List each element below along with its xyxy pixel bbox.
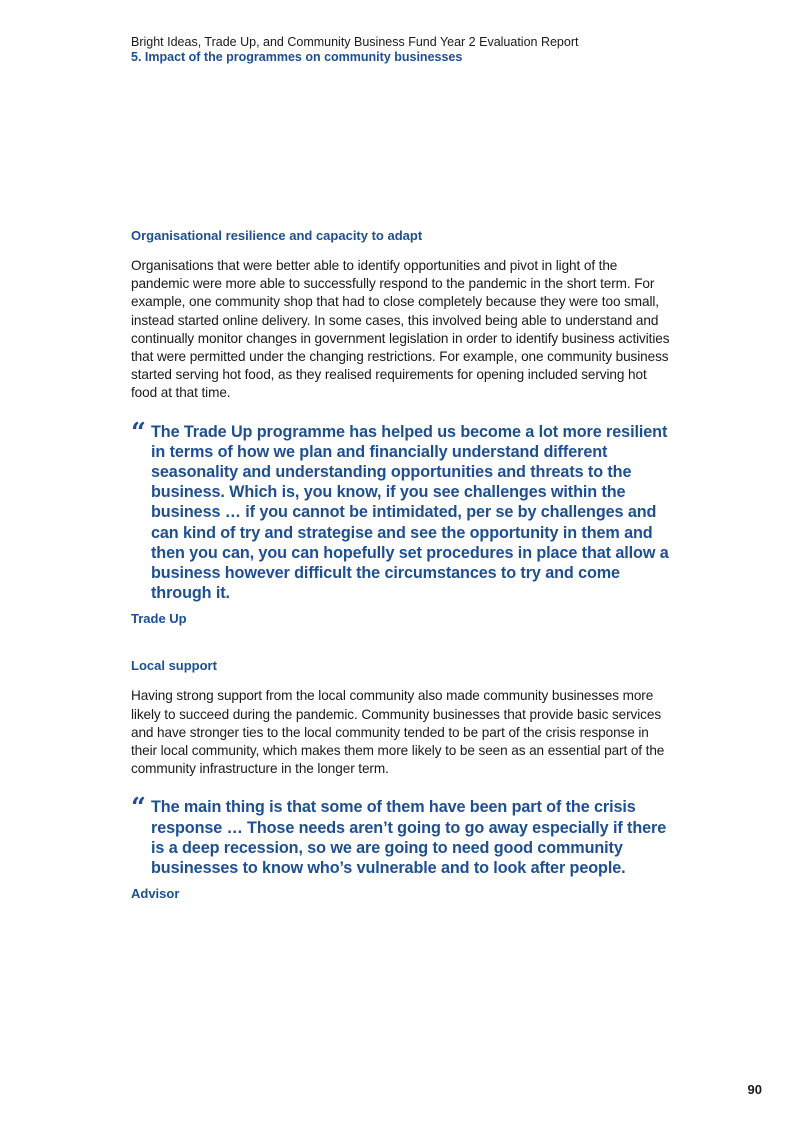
paragraph-local-support: Having strong support from the local community also made community businesses more likely to succeed during the pandemic. Community businesses that provide basic services and have stronger ties to the local community tended to be part of the crisis response in their local community, which makes them more likely to be seen as an essential part of the community infrastructure in the longer term. xyxy=(131,688,665,777)
report-title: Bright Ideas, Trade Up, and Community Business Fund Year 2 Evaluation Report xyxy=(131,35,579,49)
quote-block-advisor xyxy=(131,793,676,878)
main-content xyxy=(131,228,676,902)
quote-block-trade-up xyxy=(131,417,676,604)
paragraph-resilience: Organisations that were better able to identify opportunities and pivot in light of the pandemic were more able to successfully respond to the pandemic in the short term. For example, one community shop that had to close completely because they were too small, instead started online delivery. In some cases, this involved being able to understand and continually monitor changes in government legislation in order to identify business activities that were permitted under the changing restrictions. For example, one community business started serving hot food, as they realised requirements for opening included serving hot food at that time. xyxy=(131,258,670,401)
subheading-local-support: Local support xyxy=(131,658,217,674)
quote-text-advisor: The main thing is that some of them have been part of the crisis response … Those needs aren’t going to go away especially if there is a deep recession, so we are going to need good community businesses to know who’s vulnerable and to look after people. xyxy=(151,798,667,878)
running-header xyxy=(131,35,731,65)
page-number: 90 xyxy=(747,1082,762,1097)
section-title: 5. Impact of the programmes on community businesses xyxy=(131,50,463,64)
quote-mark-icon: “ xyxy=(131,793,146,824)
quote-mark-icon: “ xyxy=(131,417,146,448)
quote-attribution-trade-up: Trade Up xyxy=(131,611,187,627)
quote-text-trade-up: The Trade Up programme has helped us become a lot more resilient in terms of how we plan and financially understand different seasonality and understanding opportunities and threats to the business. Which is, you know, if you see challenges within the business … if you cannot be intimidated, per se by challenges and can kind of try and strategise and see the opportunity in them and then you can, you can hopefully set procedures in place that allow a business however difficult the circumstances to try and come through it. xyxy=(151,422,669,603)
subheading-resilience: Organisational resilience and capacity to adapt xyxy=(131,228,423,243)
quote-attribution-advisor: Advisor xyxy=(131,886,180,902)
